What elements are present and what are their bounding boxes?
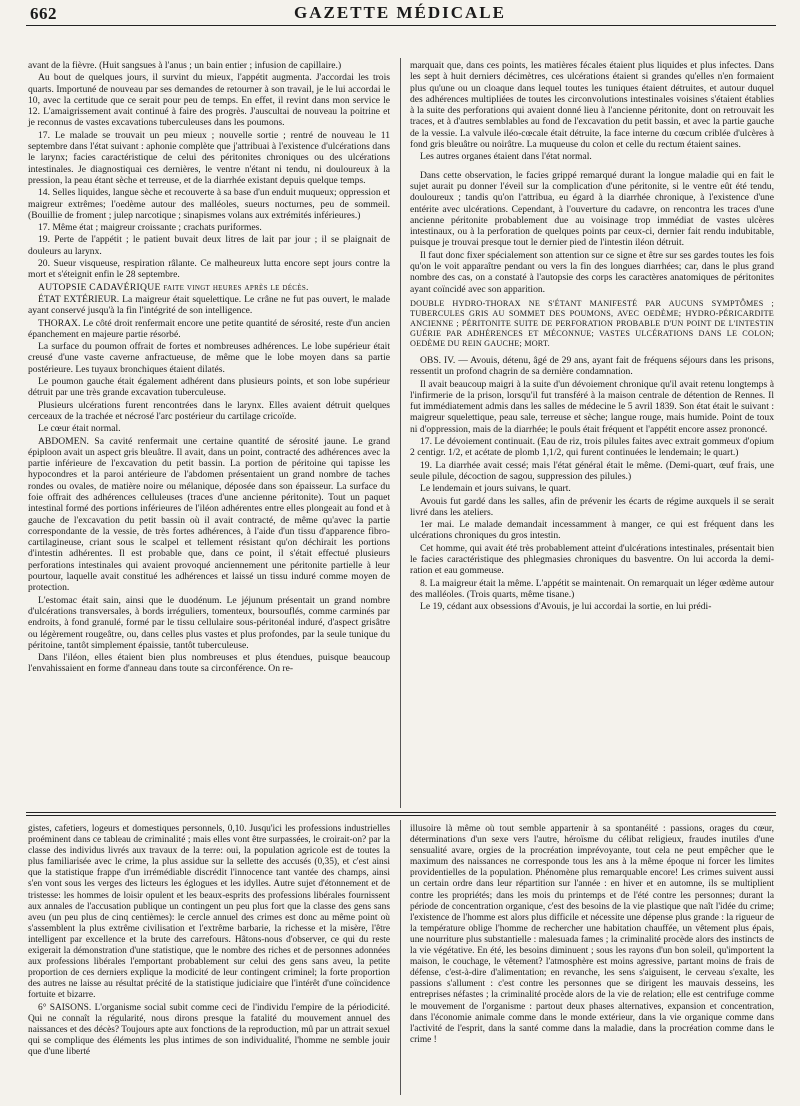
paragraph: THORAX. Le côté droit renfermait encore une petite quantité de sérosité, reste d'un ancien épanchement en majeure partie résorbé. — [28, 317, 390, 340]
paragraph: 8. La maigreur était la même. L'appétit se maintenait. On remarquait un léger œdème autour des malléoles. (Trois quarts, même tisane.) — [410, 577, 774, 600]
paragraph: Le 19, cédant aux obsessions d'Avouis, je lui accordai la sortie, en lui prédi- — [420, 601, 712, 613]
paragraph: avant de la fièvre. (Huit sangsues à l'anus ; un bain entier ; infusion de capillaire.) — [28, 60, 342, 71]
observation-heading: DOUBLE HYDRO-THORAX NE S'ÉTANT MANIFESTÉ PAR AUCUNS SYMPTÔMES ; TUBERCULES GRIS AU SOMMET DES POUMONS, AVEC OEDÈME; HYDRO-PÉRICARDITE ANCIENNE ; PÉRITONITE SUITE DE PERFORATION PROBABLE D'UN POINT DE L'INTESTIN GUÉRIE PAR ADHÉRENCES ET MÉCONNUE; VASTES ULCÉRATIONS DANS LE COLON; OEDÈME DU REIN GAUCHE; MORT. — [410, 298, 774, 348]
paragraph: 19. Perte de l'appétit ; le patient buvait deux litres de lait par jour ; il se plaignait de douleurs au larynx. — [28, 234, 390, 257]
paragraph: Le poumon gauche était également adhérent dans plusieurs points, et son lobe supérieur détruit par une très grande excavation tuberculeuse. — [28, 376, 390, 399]
paragraph: Avouis fut gardé dans les salles, afin de prévenir les écarts de régime auxquels il se serait livré dans les ateliers. — [410, 495, 774, 518]
paragraph: illusoire là même où tout semble appartenir à sa spontanéité : passions, orages du cœur, déterminations d'un sexe vers l'autre, héroïsme du célibat religieux, fraudes inutiles d'une sensualité avare, orgies de la procréation imprévoyante, tout cela ne peut empêcher que le maximum des naissances ne corresponde tous les ans à la même époque ni forcer les limites providentielles de la population. Phénomène plus remarquable encore! Les crimes suivent aussi un certain ordre dans leur répartition sur l'année : en hiver et en automne, ils se multiplient contre les propriétés; dans les mois du printemps et de l'été contre les personnes; durant la période de concentration organique, c'est des besoins de la vie plastique que naît l'idée du crime; l'existence de l'homme est alors plus difficile et nécessite une dépense plus grande : la rigueur de la température oblige l'homme de rechercher une habitation chauffée, un vêtement plus épais, une nourriture plus substantielle : malesuada fames ; la criminalité procède alors des instincts de la vie végétative. En été, les besoins diminuent ; sous les rayons d'un bon soleil, qu'importent la maison, le couchage, le vêtement? l'atmosphère est moins agressive, partant moins de frais de défense, c'est-à-dire d'alimentation; en revanche, les sens s'aiguisent, le cerveau s'exalte, les passions s'allument : c'est contre les personnes que se dirigent les mauvais desseins, les entreprises néfastes ; la criminalité procède alors de la vie de relation; elle est centrifuge comme le mouvement de l'organisme : partout deux phases alternatives, expansion et concentration, dans l'économie animale comme dans le monde extérieur, dans la vie organique comme dans l'activité de l'esprit, dans la santé comme dans la maladie, dans la procréation comme dans le crime ! — [410, 824, 774, 1045]
paragraph: 1er mai. Le malade demandait incessamment à manger, ce qui est fréquent dans les ulcérations chroniques du gros intestin. — [410, 519, 774, 542]
paragraph: Dans l'iléon, elles étaient bien plus nombreuses et plus étendues, puisque beaucoup l'envahissaient en forme d'anneau dans toute sa circonférence. On re- — [28, 652, 390, 675]
paragraph: 6° SAISONS. L'organisme social subit comme ceci de l'individu l'empire de la périodicité. Qui ne connaît la régularité, nous dirons presque la fatalité du mouvement annuel des naissances et des décès? Toujours apte aux fonctions de la reproduction, mû par un attrait sexuel qui se complique des éléments les plus intimes de son individualité, l'homme ne semble jouir que d'une liberté — [28, 1002, 390, 1057]
lower-column-divider — [400, 820, 401, 1095]
page-header — [0, 0, 800, 26]
paragraph: Il faut donc fixer spécialement son attention sur ce signe et être sur ses gardes toutes les fois qu'on le voit apparaître pendant ou vers la fin des longues diarrhées; car, dans le plus grand nombre des cas, on a constaté à l'autopsie des corps les caractères anatomiques de péritonites ayant coïncidé avec son apparition. — [410, 249, 774, 295]
lower-right-column — [410, 824, 774, 1047]
paragraph: gistes, cafetiers, logeurs et domestiques personnels, 0,10. Jusqu'ici les professions industrielles proéminent dans ce tableau de criminalité ; mais elles vont être surpassées, le croirait-on? par la classe des individus livrés aux travaux de la terre: oui, la population agricole est de toutes la plus familiarisée avec le crime, la plus assidue sur la sellette des accusés (0,35), et c'est ainsi que la statistique frappe d'un irrémédiable discrédit l'innocence tant vantée des champs, ainsi s'en vont sous les verges des licteurs les églogues et les idylles. Autre sujet d'étonnement et de tristesse: les hommes de loisir opulent et les beaux-esprits des professions libérales fournissent aux annales de l'accusation publique un contingent un peu plus fort que la classe des gens sans aveu (un peu plus de cinq centièmes): le cercle annuel des crimes est donc au même point où s'assemblent la plus extrême civilisation et l'extrême barbarie, la richesse et la misère, l'être intelligent par excellence et la brute des carrefours. Hâtons-nous d'observer, ce qui du reste exigerait la démonstration d'une statistique, que le nombre des riches et de personnes adonnées aux professions libérales l'emportant probablement sur celui des gens sans aveu, la petite proportion de ces derniers explique la modicité de leur contingent criminel; la forte proportion des autres ne laisse au résultat précité de la statistique judiciaire que l'intérêt d'une coïncidence fortuite et bizarre. — [28, 824, 390, 1001]
feuilleton-rule-thin — [26, 815, 776, 816]
column-divider — [400, 58, 401, 808]
paragraph: OBS. IV. — Avouis, détenu, âgé de 29 ans, ayant fait de fréquens séjours dans les prisons, ressentit un profond chagrin de sa dernière condamnation. — [410, 354, 774, 378]
paragraph: L'estomac était sain, ainsi que le duodénum. Le jéjunum présentait un grand nombre d'ulcérations transversales, à bords irréguliers, tomenteux, boursouflés, comme carminés par endroits, à fond granulé, formé par le tissu cellulaire sous-péritonéal induré, d'aspect grisâtre ou légèrement rougeâtre, ou, dans celles plus vastes et plus profondes, par la seule tunique du péritoine, tantôt simplement épaissie, tantôt tuberculeuse. — [28, 594, 390, 651]
paragraph: Plusieurs ulcérations furent rencontrées dans le larynx. Elles avaient détruit quelques cerceaux de la trachée et nécrosé l'arc postérieur du cartilage cricoïde. — [28, 399, 390, 422]
paragraph: Au bout de quelques jours, il survint du mieux, l'appétit augmenta. J'accordai les trois quarts. Importuné de nouveau par ses demandes de retourner à son travail, je le lui accordai le 10, avec la certitude que ce serait pour peu de temps. En effet, il revint dans mon service le 12. L'amaigrissement avait continué à faire des progrès. J'auscultai de nouveau la poitrine et je reconnus de vastes excavations tuberculeuses dans les poumons. — [28, 72, 390, 129]
feuilleton-rule — [26, 812, 776, 813]
paragraph: La surface du poumon offrait de fortes et nombreuses adhérences. Le lobe supérieur était creusé d'une vaste caverne anfractueuse, de même que le lobe moyen dans sa partie postérieure. Les tuyaux bronchiques étaient dilatés. — [28, 341, 390, 375]
paragraph: 19. La diarrhée avait cessé; mais l'état général était le même. (Demi-quart, œuf frais, une seule pilule, décoction de sagou, suppression des pilules.) — [410, 459, 774, 482]
page-number: 662 — [30, 4, 57, 23]
lower-left-column — [28, 824, 390, 1059]
paragraph: Il avait beaucoup maigri à la suite d'un dévoiement chronique qu'il avait retenu longtemps à l'infirmerie de la prison, lorsqu'il fut transféré à la maison centrale de détention de Rennes. Il fut immédiatement admis dans les salles de médecine le 5 avril 1839. Son état était le suivant : maigreur squelettique, peau sale, terreuse et sèche; langue rouge, mais humide. Point de toux ni d'oppression, mais de la diarrhée; le pouls était fréquent et l'appétit encore assez prononcé. — [410, 378, 774, 435]
header-rule — [26, 25, 776, 26]
left-column — [28, 60, 390, 676]
paragraph: 17. Le malade se trouvait un peu mieux ; nouvelle sortie ; rentré de nouveau le 11 septembre dans l'état suivant : aphonie complète que j'attribuai à l'existence d'ulcérations dans le larynx; facies caractéristique de celui des péritonites chroniques ou des ulcérations intestinales. Je diagnostiquai ces dernières, le ventre n'étant ni tendu, ni douloureux à la pression, la peau étant sèche et terreuse, et de la diarrhée existant depuis quelque temps. — [28, 129, 390, 186]
paragraph: ABDOMEN. Sa cavité renfermait une certaine quantité de sérosité jaune. Le grand épiploon avait un aspect gris bleuâtre. Il avait, dans un point, contracté des adhérences avec la partie inférieure de l'excavation du petit bassin. La portion de péritoine qui tapisse les hypocondres et la paroi antérieure de l'abdomen présentaient un grand nombre de taches rondes ou ovales, de matière noire ou mélanique, déposée dans son épaisseur. La surface du foie offrait des adhérences celluleuses (traces d'une ancienne péritonite). Tout un paquet intestinal formé des portions inférieures de l'iléon adhérentes entre elles plongeait au fond et à gauche de l'excavation du petit bassin où il avait contracté, de même qu'avec la partie correspondante de la vessie, de très fortes adhérences, à l'aide d'un tissu d'apparence fibro-cartilagineuse, criant sous le scalpel et tellement résistant qu'on déchirait les portions d'intestin adhérentes. Il est probable que, dans ce point, il s'était effectué plusieurs perforations intestinales qui avaient provoqué anciennement une péritonite partielle à leur pourtour, laquelle avait constitué les adhérences et laissé un tissu induré comme moyen de protection. — [28, 435, 390, 594]
paragraph: ÉTAT EXTÉRIEUR. La maigreur était squelettique. Le crâne ne fut pas ouvert, le malade ayant conservé jusqu'à la fin l'intégrité de son intelligence. — [28, 293, 390, 317]
paragraph: 14. Selles liquides, langue sèche et recouverte à sa base d'un enduit muqueux; oppression et maigreur extrêmes; l'oedème autour des malléoles, sueurs nocturnes, peu de sommeil. (Bouillie de froment ; julep narcotique ; sinapismes volans aux extrémités inférieures.) — [28, 187, 390, 221]
right-column — [410, 60, 774, 613]
paragraph: marquait que, dans ces points, les matières fécales étaient plus liquides et plus infectes. Dans les sept à huit derniers décimètres, ces ulcérations étaient si grandes qu'elles n'en formaient plus qu'une ou un cloaque dans lequel toutes les tuniques étaient détruites, et autour duquel des adhérences multipliées de toutes les circonvolutions intestinales voisines s'étaient établies à la suite des perforations qui avaient donné lieu à l'ancienne péritonite, dont on retrouvait les traces, et à d'autres semblables au fond de l'excavation du petit bassin, et avec la partie gauche de la vessie. La valvule iléo-cœcale était détruite, la face interne du cœcum criblée d'ulcères à fond gris bleuâtre ou noirâtre. La muqueuse du colon et celle du rectum étaient saines. — [410, 60, 774, 151]
paragraph: 17. Même état ; maigreur croissante ; crachats puriformes. — [38, 222, 262, 234]
paragraph: Cet homme, qui avait été très probablement atteint d'ulcérations intestinales, présentait bien le facies caractéristique des phlegmasies chroniques du basventre. On lui accorda la demi-ration et eau gommeuse. — [410, 542, 774, 577]
paragraph: 17. Le dévoiement continuait. (Eau de riz, trois pilules faites avec extrait gommeux d'opium 2 centigr. 1/2, et acétate de plomb 1,1/2, qui furent continuées le lendemain; le quart.) — [410, 436, 774, 459]
paragraph: Les autres organes étaient dans l'état normal. — [420, 151, 592, 163]
paragraph: Le lendemain et jours suivans, le quart. — [420, 483, 571, 495]
paragraph: 20. Sueur visqueuse, respiration râlante. Ce malheureux lutta encore sept jours contre la mort et s'éteignit enfin le 28 septembre. — [28, 258, 390, 281]
section-heading: AUTOPSIE CADAVÉRIQUE faite vingt heures après le décès. — [38, 281, 309, 293]
journal-title: GAZETTE MÉDICALE — [294, 3, 506, 22]
paragraph: Le cœur était normal. — [38, 423, 121, 435]
paragraph: Dans cette observation, le facies grippé remarqué durant la longue maladie qui en fait le sujet aurait pu donner l'éveil sur la complication d'une péritonite, si le ventre eût été tendu, douloureux ; tandis qu'on l'attribua, eu égard à la diarrhée chronique, à l'existence d'une entérite avec ulcérations. Cependant, à l'ouverture du cadavre, on rencontra les traces d'une ancienne péritonite probablement due au voisinage trop immédiat de vastes ulcères intestinaux, ou à la perforation de quelques points par ceux-ci, dernier fait rendu indubitable, puisque je trouvai presque tout le dernier pied de l'intestin iléon détruit. — [410, 169, 774, 249]
